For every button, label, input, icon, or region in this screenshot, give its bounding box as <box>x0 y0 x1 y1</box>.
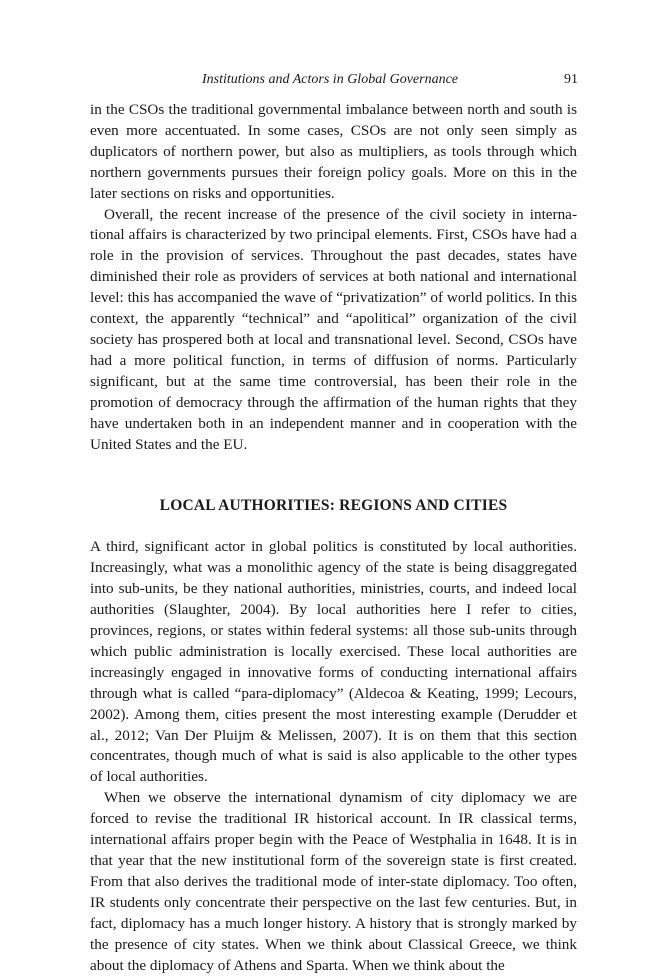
paragraph: When we observe the international dynamism of city diplomacy we are forced to revise the traditional IR historical account. In IR classical terms, international affairs proper begin with the Peace of Westphalia in 1648. It is in that year that the new institutional form of the sovereign state is first created. From that also derives the traditional mode of inter-state diplomacy. Too often, IR students only concentrate their perspective on the last few centuries. But, in fact, diplomacy has a much longer history. A history that is strongly marked by the presence of city states. When we think about Classical Greece, we think about the diplomacy of Athens and Sparta. When we think about the <box>90 789 577 974</box>
running-title: Institutions and Actors in Global Governance <box>202 72 458 87</box>
running-head <box>0 70 650 90</box>
paragraph: A third, significant actor in global politics is constituted by local authorities. Increasingly, what was a monolithic agency of the state is being disaggregated into sub-units, be they national authorities, ministries, courts, and indeed local authorities (Slaughter, 2004). By local authorities here I refer to cities, provinces, regions, or states within federal systems: all those sub-units through which public administration is locally exercised. These local authorities are increasingly engaged in innovative forms of conducting international affairs through what is called “para-diplomacy” (Aldecoa & Keating, 1999; Lecours, 2002). Among them, cities present the most interesting example (Derudder et al., 2012; Van Der Pluijm & Melissen, 2007). It is on them that this section concentrates, though much of what is said is also applicable to the other types of local authorities. <box>90 538 577 786</box>
paragraph: Overall, the recent increase of the presence of the civil society in international affairs is characterized by two principal elements. First, CSOs have had a role in the provision of services. Throughout the past decades, states have diminished their role as providers of services at both national and international level: this has accompanied the wave of “privatization” of world politics. In this context, the apparently “technical” and “apolitical” organization of the civil society has prospered both at local and transnational level. Second, CSOs have had a more political function, in terms of diffusion of norms. Particularly significant, but at the same time controversial, has been their role in the promotion of democracy through the affirmation of the human rights that they have undertaken both in an independent manner and in cooperation with the United States and the EU. <box>90 205 577 453</box>
section-heading: LOCAL AUTHORITIES: REGIONS AND CITIES <box>159 497 508 515</box>
paragraph: in the CSOs the traditional governmental imbalance between north and south is even more accentuated. In some cases, CSOs are not only seen simply as duplicators of northern power, but also as multipliers, as tools through which northern governments pursues their foreign policy goals. More on this in the later sections on risks and opportunities. <box>90 101 577 202</box>
body-text <box>90 100 577 976</box>
page-number: 91 <box>564 72 578 87</box>
